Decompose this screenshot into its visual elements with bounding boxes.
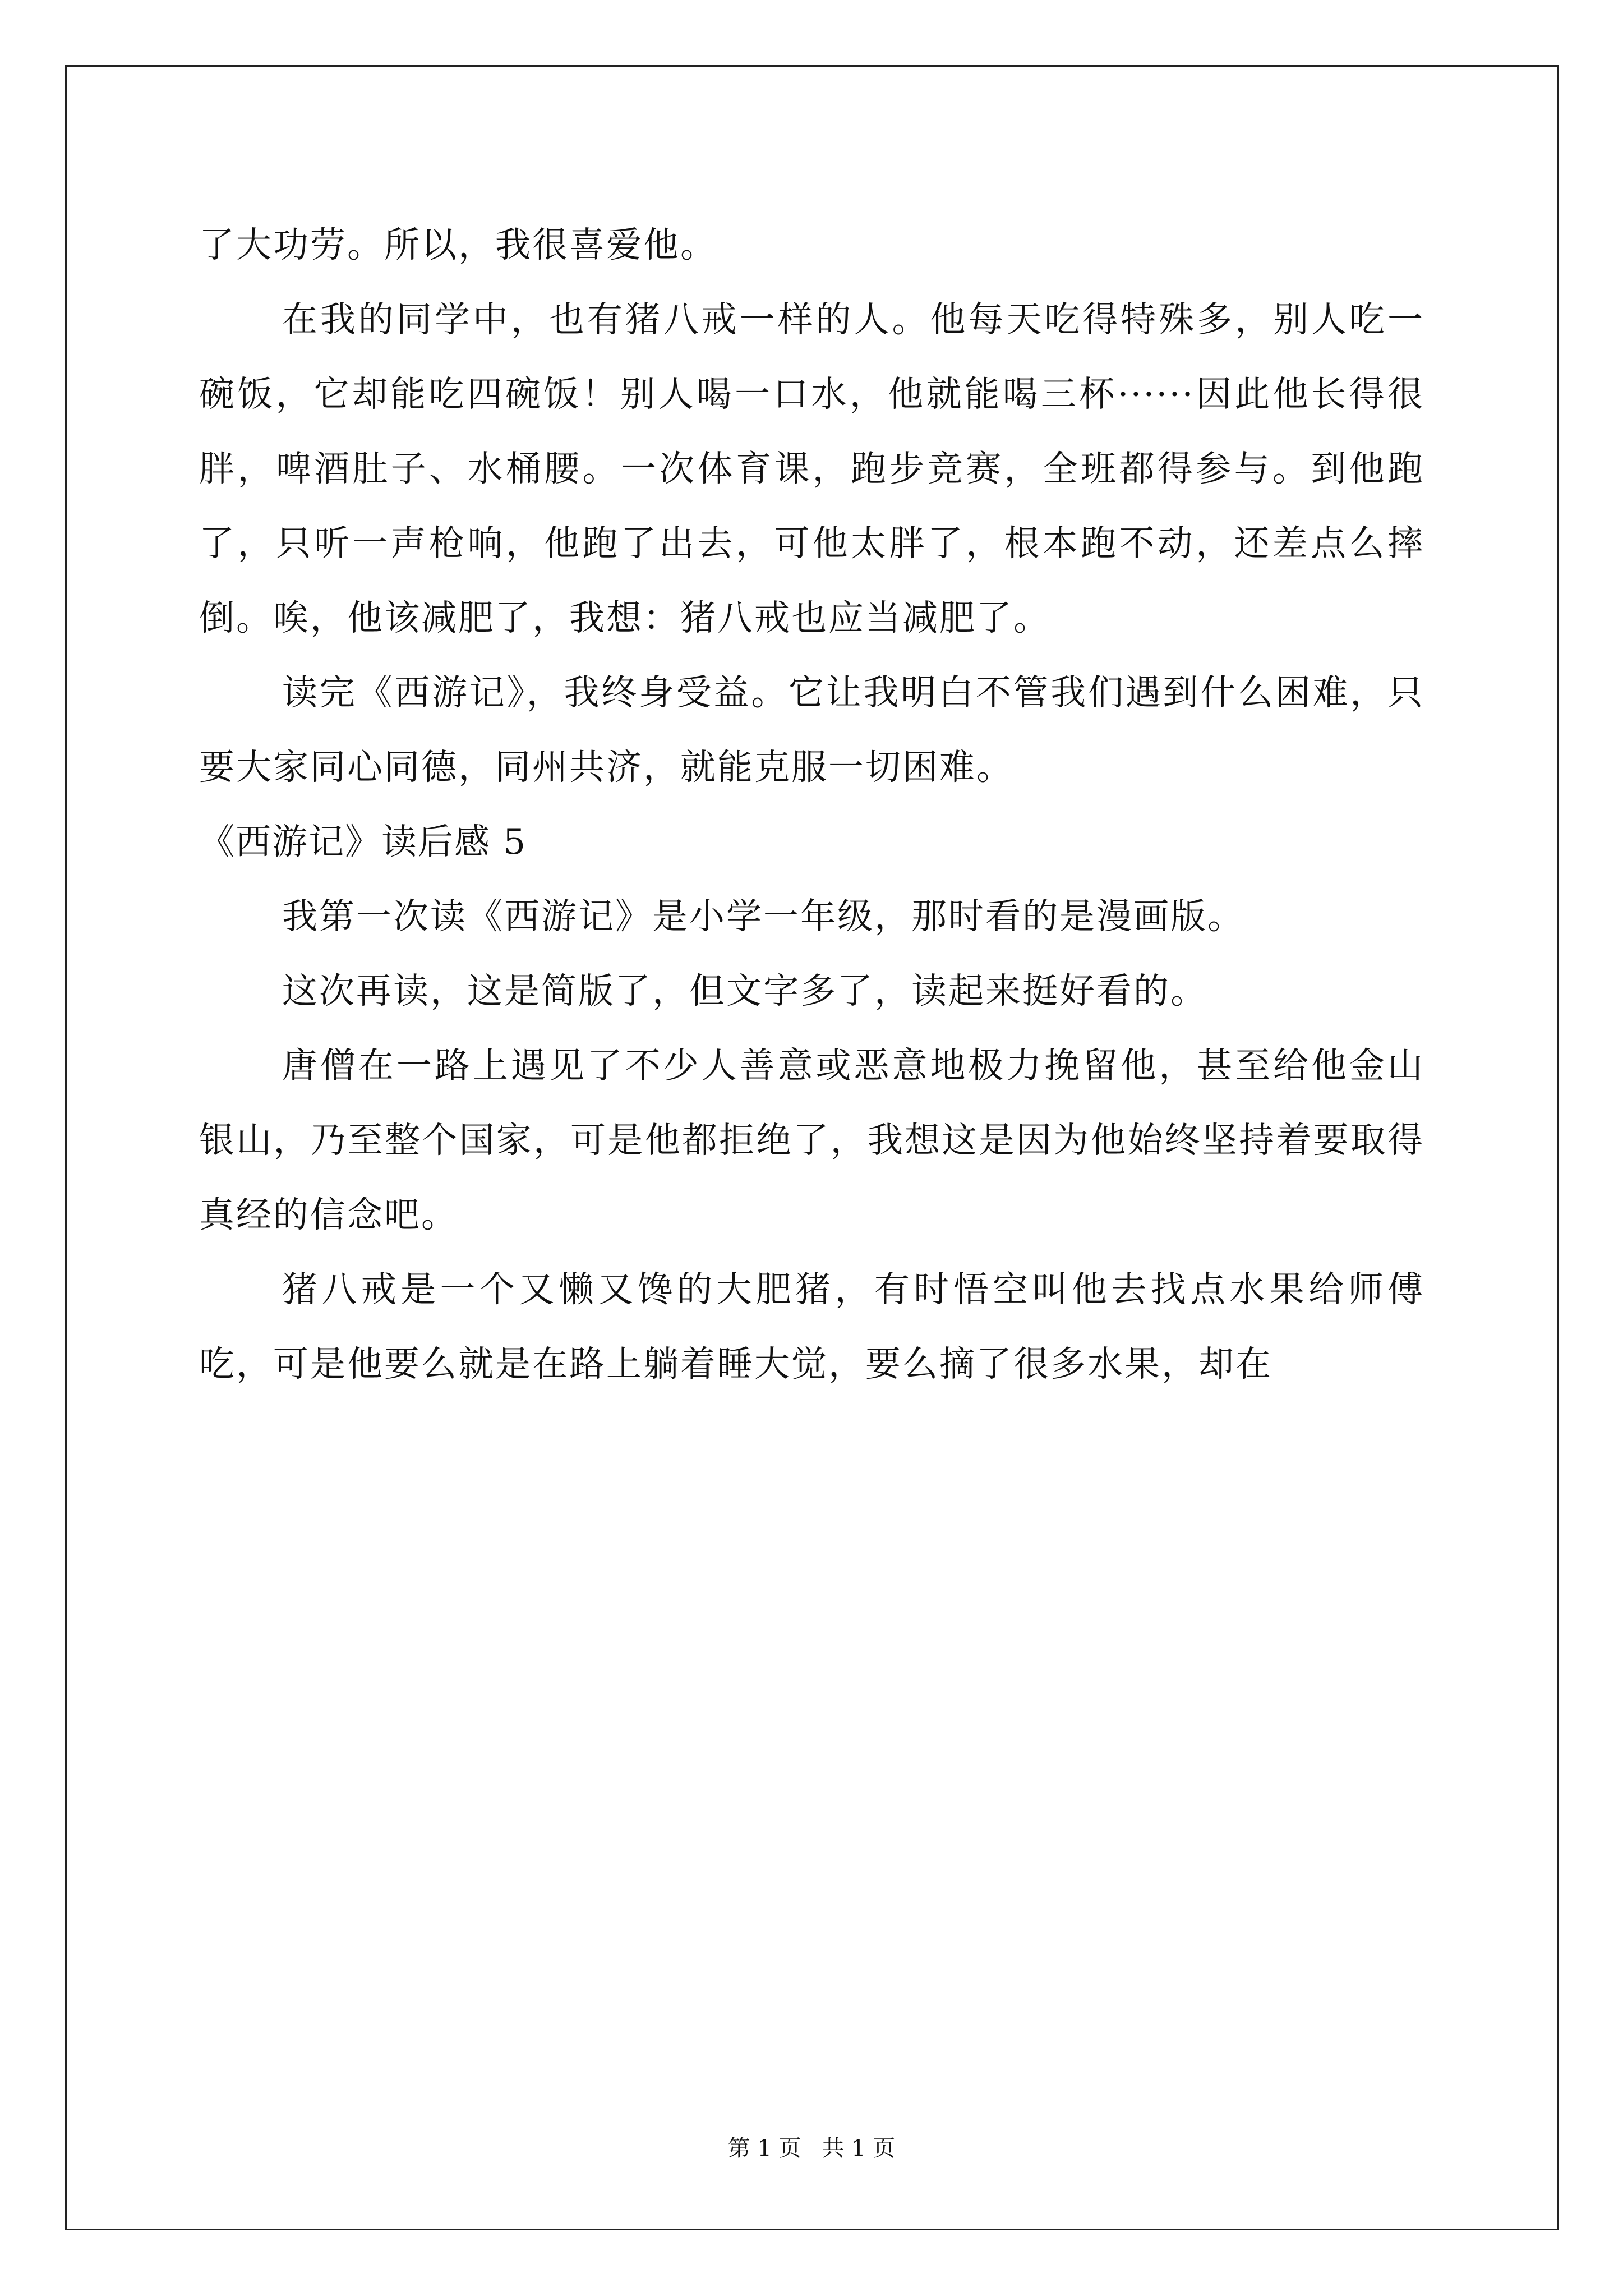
page-number: 第 1 页	[727, 2136, 801, 2161]
paragraph: 读完《西游记》，我终身受益。它让我明白不管我们遇到什么困难，只要大家同心同德，同州共济，就能克服一切困难。	[199, 672, 1424, 788]
document-body	[199, 208, 1424, 1401]
section-title: 《西游记》读后感 5	[199, 821, 527, 862]
paragraph: 猪八戒是一个又懒又馋的大肥猪，有时悟空叫他去找点水果给师傅吃，可是他要么就是在路上躺着睡大觉，要么摘了很多水果，却在	[199, 1269, 1424, 1384]
page-total: 共 1 页	[822, 2136, 896, 2161]
paragraph: 唐僧在一路上遇见了不少人善意或恶意地极力挽留他，甚至给他金山银山，乃至整个国家，可是他都拒绝了，我想这是因为他始终坚持着要取得真经的信念吧。	[199, 1045, 1424, 1235]
page-footer	[0, 2132, 1623, 2165]
paragraph: 在我的同学中，也有猪八戒一样的人。他每天吃得特殊多，别人吃一碗饭，它却能吃四碗饭！别人喝一口水，他就能喝三杯······因此他长得很胖，啤酒肚子、水桶腰。一次体育课，跑步竞赛，全班都得参与。到他跑了，只听一声枪响，他跑了出去，可他太胖了，根本跑不动，还差点么摔倒。唉，他该减肥了，我想：猪八戒也应当减肥了。	[199, 299, 1424, 638]
paragraph: 我第一次读《西游记》是小学一年级，那时看的是漫画版。	[282, 896, 1244, 937]
paragraph: 了大功劳。所以，我很喜爱他。	[199, 224, 717, 265]
paragraph: 这次再读，这是简版了，但文字多了，读起来挺好看的。	[282, 970, 1207, 1011]
